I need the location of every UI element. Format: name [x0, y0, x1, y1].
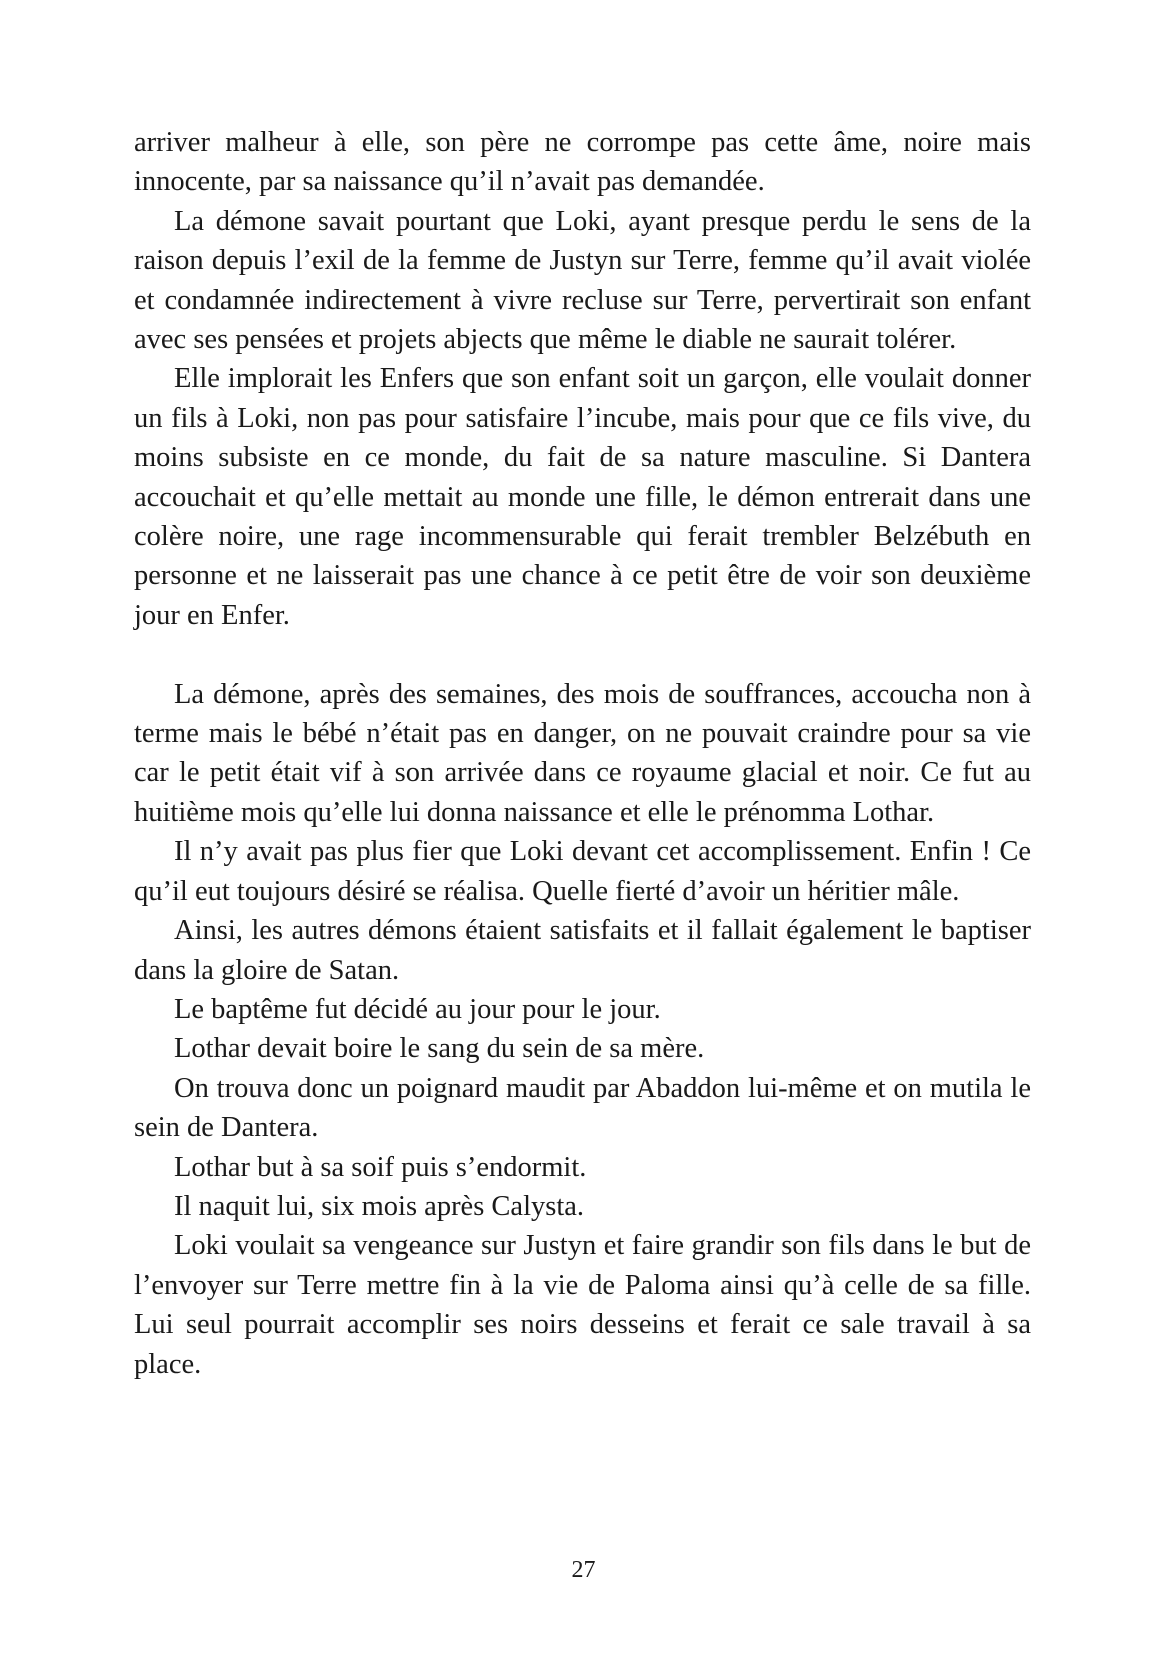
paragraph: Lothar devait boire le sang du sein de sa mère. — [174, 1033, 705, 1065]
paragraph: Elle implorait les Enfers que son enfant soit un garçon, elle voulait donner un fils à Loki, non pas pour satisfaire l’incube, mais pour que ce fils vive, du moins subsiste en ce monde, du fait de sa nature masculine. Si Dantera accouchait et qu’elle mettait au monde une fille, le démon entrerait dans une colère noire, une rage incommensurable qui ferait trembler Belzébuth en personne et ne laisserait pas une chance à ce petit être de voir son deuxième jour en Enfer. — [134, 363, 1031, 631]
paragraph: Lothar but à sa soif puis s’endormit. — [174, 1151, 587, 1183]
page-number: 27 — [571, 1557, 596, 1583]
paragraph: Loki voulait sa vengeance sur Justyn et faire grandir son fils dans le but de l’envoyer sur Terre mettre fin à la vie de Paloma ainsi qu’à celle de sa fille. Lui seul pourrait accomplir ses noirs desseins et ferait ce sale travail à sa place. — [134, 1230, 1031, 1380]
paragraph: On trouva donc un poignard maudit par Abaddon lui-même et on mutila le sein de Dantera. — [134, 1072, 1031, 1144]
paragraph: Il naquit lui, six mois après Calysta. — [174, 1190, 585, 1222]
paragraph: Il n’y avait pas plus fier que Loki devant cet accomplissement. Enfin ! Ce qu’il eut toujours désiré se réalisa. Quelle fierté d’avoir un héritier mâle. — [134, 836, 1031, 907]
paragraph: Ainsi, les autres démons étaient satisfaits et il fallait également le baptiser dans la gloire de Satan. — [134, 915, 1031, 986]
body-text — [134, 123, 1031, 1384]
paragraph: La démone savait pourtant que Loki, ayant presque perdu le sens de la raison depuis l’exil de la femme de Justyn sur Terre, femme qu’il avait violée et condamnée indirectement à vivre recluse sur Terre, pervertirait son enfant avec ses pensées et projets abjects que même le diable ne saurait tolérer. — [134, 205, 1031, 356]
paragraph: Le baptême fut décidé au jour pour le jour. — [174, 993, 661, 1025]
paragraph: La démone, après des semaines, des mois de souffrances, accoucha non à terme mais le bébé n’était pas en danger, on ne pouvait craindre pour sa vie car le petit était vif à son arrivée dans ce royaume glacial et noir. Ce fut au huitième mois qu’elle lui donna naissance et elle le prénomma Lothar. — [134, 678, 1031, 828]
paragraph: arriver malheur à elle, son père ne corrompe pas cette âme, noire mais innocente, par sa naissance qu’il n’avait pas demandée. — [134, 127, 1031, 198]
